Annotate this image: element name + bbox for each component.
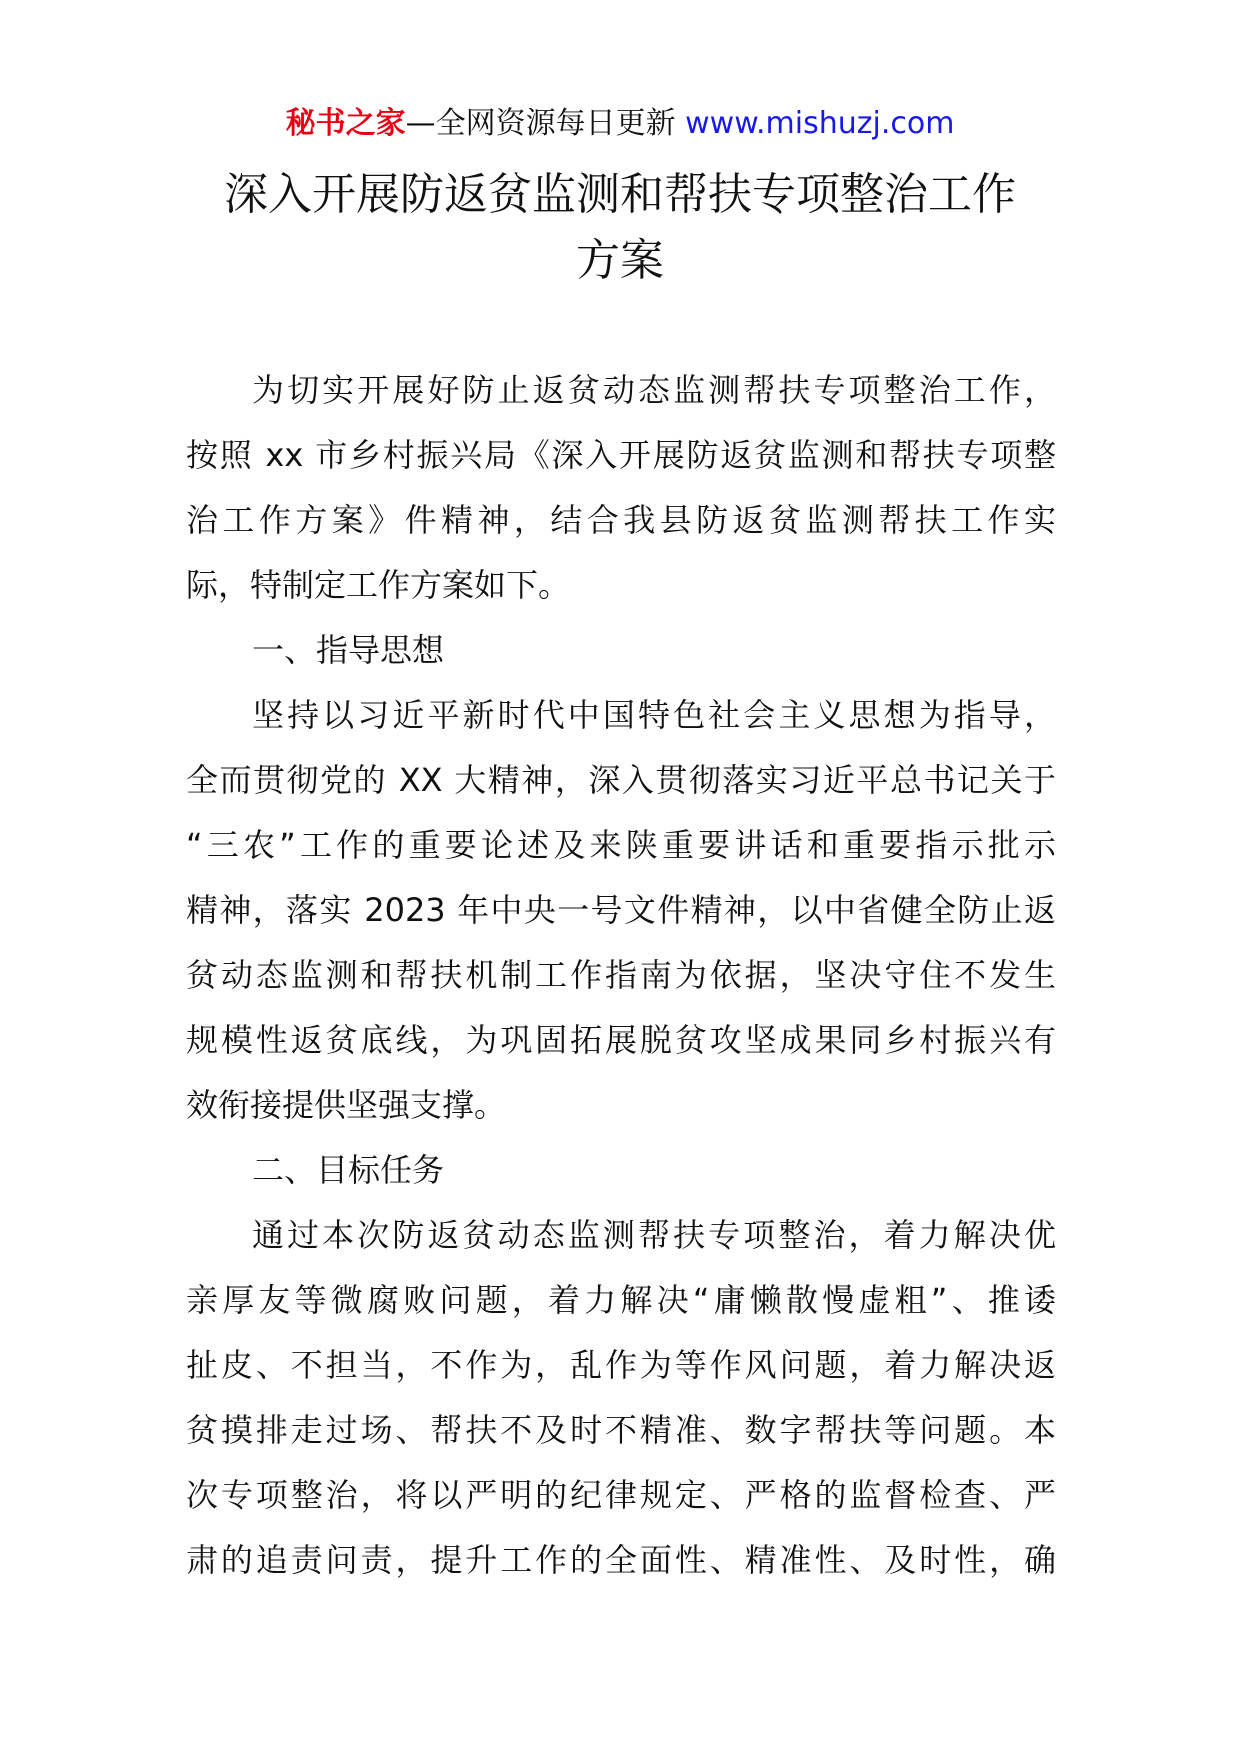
site-header xyxy=(0,104,1240,144)
text-line: 坚持以习近平新时代中国特色社会主义思想为指导， xyxy=(252,696,1056,734)
text-line: “三农”工作的重要论述及来陕重要讲话和重要指示批示 xyxy=(186,826,1056,864)
text-line: 际，特制定工作方案如下。 xyxy=(186,566,571,604)
section-heading-goals: 二、目标任务 xyxy=(252,1151,445,1189)
document-title xyxy=(0,162,1240,294)
brand-name: 秘书之家 xyxy=(285,106,406,141)
goals-paragraph xyxy=(186,1203,1056,1593)
text-line: 为切实开展好防止返贫动态监测帮扶专项整治工作， xyxy=(252,371,1056,409)
text-line: 贫动态监测和帮扶机制工作指南为依据，坚决守住不发生 xyxy=(186,956,1056,994)
text-line: 按照 xx 市乡村振兴局《深入开展防返贫监测和帮扶专项整 xyxy=(186,436,1056,474)
guiding-paragraph xyxy=(186,683,1056,1138)
document-body xyxy=(186,358,1056,1593)
text-line: 全而贯彻党的 XX 大精神，深入贯彻落实习近平总书记关于 xyxy=(186,761,1056,799)
text-line: 规模性返贫底线，为巩固拓展脱贫攻坚成果同乡村振兴有 xyxy=(186,1021,1056,1059)
site-url-link[interactable]: www.mishuzj.com xyxy=(685,106,955,141)
text-line: 治工作方案》件精神，结合我县防返贫监测帮扶工作实 xyxy=(186,501,1056,539)
section-heading-guiding-thought: 一、指导思想 xyxy=(252,631,445,669)
document-title-line-2: 方案 xyxy=(576,235,664,286)
text-line: 扯皮、不担当，不作为，乱作为等作风问题，着力解决返 xyxy=(186,1346,1056,1384)
text-line: 肃的追责问责，提升工作的全面性、精准性、及时性，确 xyxy=(186,1541,1056,1579)
text-line: 精神，落实 2023 年中央一号文件精神，以中省健全防止返 xyxy=(186,891,1056,929)
text-line: 效衔接提供坚强支撑。 xyxy=(186,1086,507,1124)
text-line: 通过本次防返贫动态监测帮扶专项整治，着力解决优 xyxy=(252,1216,1056,1254)
document-title-line-1: 深入开展防返贫监测和帮扶专项整治工作 xyxy=(224,169,1016,220)
text-line: 次专项整治，将以严明的纪律规定、严格的监督检查、严 xyxy=(186,1476,1056,1514)
intro-paragraph xyxy=(186,358,1056,618)
text-line: 亲厚友等微腐败问题，着力解决“庸懒散慢虚粗”、推诿 xyxy=(186,1281,1056,1319)
header-tagline: —全网资源每日更新 xyxy=(405,106,686,141)
text-line: 贫摸排走过场、帮扶不及时不精准、数字帮扶等问题。本 xyxy=(186,1411,1056,1449)
